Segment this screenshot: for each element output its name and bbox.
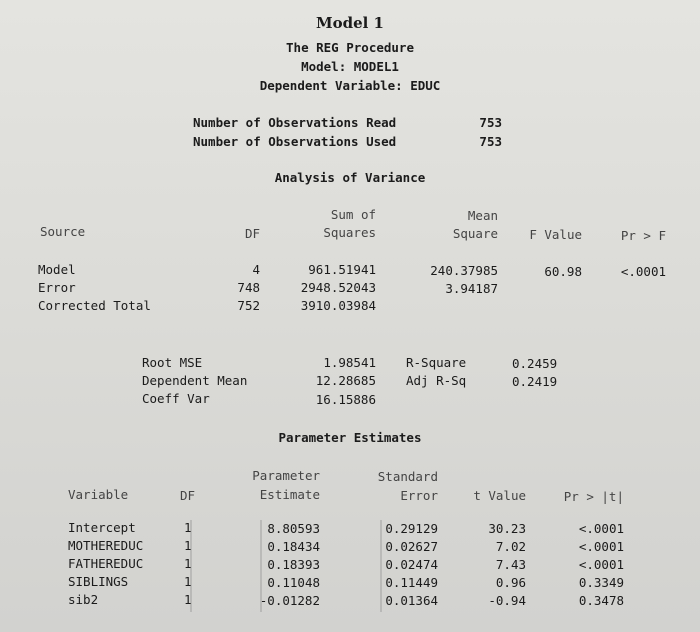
param-variable: FATHEREDUC	[68, 556, 144, 571]
anova-title: Analysis of Variance	[274, 170, 426, 185]
fit-value-2: 0.2459	[512, 356, 558, 371]
anova-header-ss-bottom: Squares	[323, 225, 376, 240]
anova-ss: 3910.03984	[300, 298, 376, 313]
anova-f: 60.98	[544, 264, 582, 279]
anova-ms: 240.37985	[430, 263, 498, 278]
anova-df: 4	[252, 262, 260, 277]
param-t-value: 7.43	[495, 557, 526, 572]
params-header-variable: Variable	[68, 487, 129, 502]
anova-ss: 2948.52043	[300, 280, 376, 295]
params-header-est-top: Parameter	[252, 468, 320, 483]
param-p-value: <.0001	[578, 539, 624, 554]
anova-source: Corrected Total	[38, 298, 151, 313]
param-t-value: 30.23	[488, 521, 526, 536]
fit-value: 16.15886	[315, 392, 376, 407]
param-p-value: <.0001	[578, 521, 624, 536]
param-t-value: 7.02	[495, 539, 526, 554]
fit-label-2: R-Square	[406, 355, 467, 370]
params-header-df: DF	[180, 488, 196, 503]
anova-header-ms-bottom: Square	[452, 226, 498, 241]
anova-source: Error	[38, 280, 76, 295]
fit-label: Dependent Mean	[142, 373, 248, 388]
param-p-value: 0.3349	[578, 575, 624, 590]
params-header-p: Pr > |t|	[563, 489, 624, 504]
anova-header-ms-top: Mean	[467, 208, 498, 223]
param-df: 1	[184, 520, 192, 535]
param-estimate: 0.11048	[267, 575, 320, 590]
param-std-error: 0.02627	[385, 539, 438, 554]
fit-value: 1.98541	[323, 355, 376, 370]
param-estimate: 0.18393	[267, 557, 320, 572]
anova-header-p: Pr > F	[620, 228, 666, 243]
obs-read-label: Number of Observations Read	[193, 115, 397, 130]
obs-read-value: 753	[479, 115, 502, 130]
params-header-se-top: Standard	[377, 469, 438, 484]
fit-label: Coeff Var	[142, 391, 210, 406]
params-header-est-bottom: Estimate	[259, 487, 320, 502]
fit-label-2: Adj R-Sq	[406, 373, 467, 388]
dependent-variable-label: Dependent Variable: EDUC	[259, 78, 441, 93]
obs-used-value: 753	[479, 134, 502, 149]
fit-value: 12.28685	[315, 373, 376, 388]
params-title: Parameter Estimates	[278, 430, 422, 445]
anova-df: 752	[237, 298, 260, 313]
anova-header-source: Source	[40, 224, 86, 239]
params-header-se-bottom: Error	[400, 488, 438, 503]
param-variable: Intercept	[68, 520, 136, 535]
page-title: Model 1	[316, 14, 384, 32]
model-label: Model: MODEL1	[301, 59, 399, 74]
anova-header-df: DF	[244, 226, 260, 241]
param-p-value: 0.3478	[578, 593, 624, 608]
anova-source: Model	[38, 262, 76, 277]
param-t-value: 0.96	[495, 575, 526, 590]
param-df: 1	[184, 556, 192, 571]
param-estimate: -0.01282	[259, 593, 320, 608]
param-p-value: <.0001	[578, 557, 624, 572]
param-df: 1	[184, 538, 192, 553]
param-variable: sib2	[68, 592, 99, 607]
anova-header-ss-top: Sum of	[330, 207, 376, 222]
param-t-value: -0.94	[488, 593, 526, 608]
anova-ss: 961.51941	[308, 262, 376, 277]
param-estimate: 0.18434	[267, 539, 320, 554]
fit-value-2: 0.2419	[512, 374, 558, 389]
anova-df: 748	[237, 280, 260, 295]
obs-used-label: Number of Observations Used	[193, 134, 397, 149]
params-header-t: t Value	[473, 488, 526, 503]
procedure-label: The REG Procedure	[286, 40, 414, 55]
anova-p: <.0001	[620, 264, 666, 279]
param-variable: SIBLINGS	[68, 574, 129, 589]
anova-ms: 3.94187	[445, 281, 498, 296]
param-df: 1	[184, 592, 192, 607]
param-std-error: 0.01364	[385, 593, 438, 608]
param-std-error: 0.29129	[385, 521, 438, 536]
anova-header-f: F Value	[529, 227, 582, 242]
param-std-error: 0.11449	[385, 575, 438, 590]
param-estimate: 8.80593	[267, 521, 320, 536]
param-variable: MOTHEREDUC	[68, 538, 144, 553]
param-df: 1	[184, 574, 192, 589]
param-std-error: 0.02474	[385, 557, 438, 572]
fit-label: Root MSE	[142, 355, 203, 370]
